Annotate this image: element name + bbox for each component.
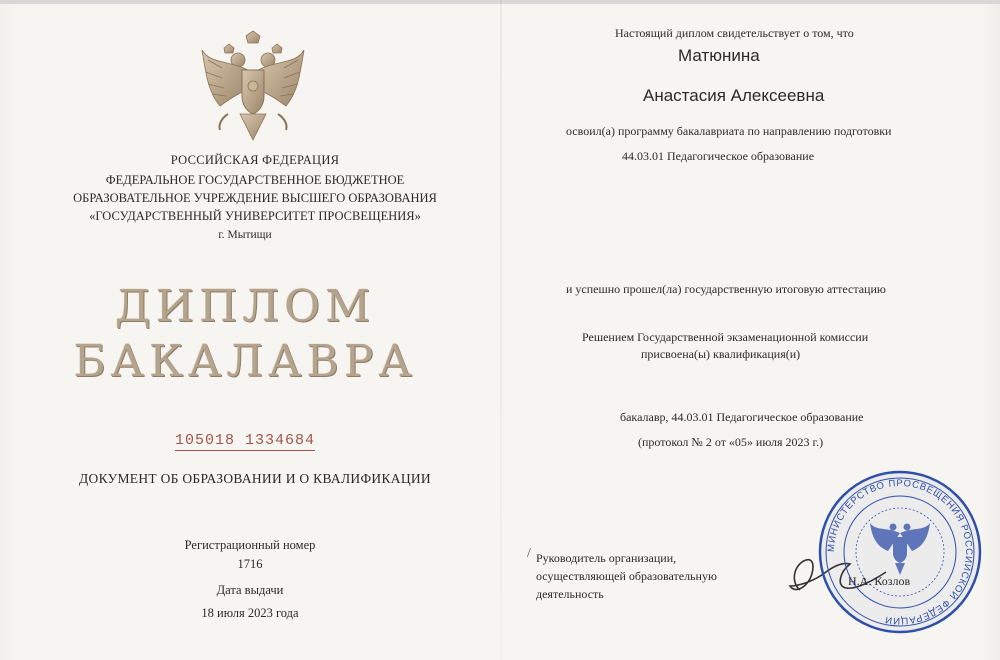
specialty: 44.03.01 Педагогическое образование (622, 149, 815, 163)
protocol: (протокол № 2 от «05» июля 2023 г.) (638, 435, 824, 449)
institution-line-2: ОБРАЗОВАТЕЛЬНОЕ УЧРЕЖДЕНИЕ ВЫСШЕГО ОБРАЗОВАНИЯ (73, 191, 437, 205)
graduate-surname: Матюнина (678, 46, 760, 65)
attest-text: Настоящий диплом свидетельствует о том, что (615, 26, 854, 40)
head-title-line-3: деятельность (536, 587, 604, 601)
serial-number-value: 105018 1334684 (174, 432, 316, 449)
program-text: освоил(а) программу бакалавриата по направлению подготовки (566, 124, 892, 138)
registration-label: Регистрационный номер (184, 538, 316, 552)
attestation-text: и успешно прошел(ла) государственную итоговую аттестацию (566, 282, 886, 296)
institution-line-3: «ГОСУДАРСТВЕННЫЙ УНИВЕРСИТЕТ ПРОСВЕЩЕНИЯ» (89, 209, 421, 223)
head-title-line-2: осуществляющей образовательную (536, 569, 717, 583)
decision-line-2: присвоена(ы) квалификация(и) (641, 347, 801, 361)
serial-number (0, 432, 500, 449)
qualification: бакалавр, 44.03.01 Педагогическое образование (620, 410, 864, 424)
diploma-title-line-1: ДИПЛОМ (114, 281, 376, 332)
graduate-given-names: Анастасия Алексеевна (643, 86, 825, 105)
double-headed-eagle-icon (198, 30, 308, 148)
stamp-ring-text: МИНИСТЕРСТВО ПРОСВЕЩЕНИЯ РОССИЙСКОЙ ФЕДЕРАЦИИ (825, 477, 975, 627)
institution-line-1: ФЕДЕРАЛЬНОЕ ГОСУДАРСТВЕННОЕ БЮДЖЕТНОЕ (105, 173, 405, 187)
issue-date-label: Дата выдачи (216, 583, 284, 597)
signer-name: Н.А. Козлов (848, 574, 911, 588)
official-stamp (815, 467, 985, 637)
document-type: ДОКУМЕНТ ОБ ОБРАЗОВАНИИ И О КВАЛИФИКАЦИИ (79, 471, 431, 486)
signature-mark: / (527, 546, 531, 561)
issue-date: 18 июля 2023 года (201, 606, 299, 620)
city: г. Мытищи (218, 229, 272, 241)
registration-number: 1716 (237, 557, 263, 571)
country-name: РОССИЙСКАЯ ФЕДЕРАЦИЯ (170, 153, 340, 167)
head-title-line-1: Руководитель организации, (536, 551, 677, 565)
diploma-title-line-2: БАКАЛАВРА (73, 336, 417, 387)
decision-line-1: Решением Государственной экзаменационной комиссии (582, 330, 869, 344)
